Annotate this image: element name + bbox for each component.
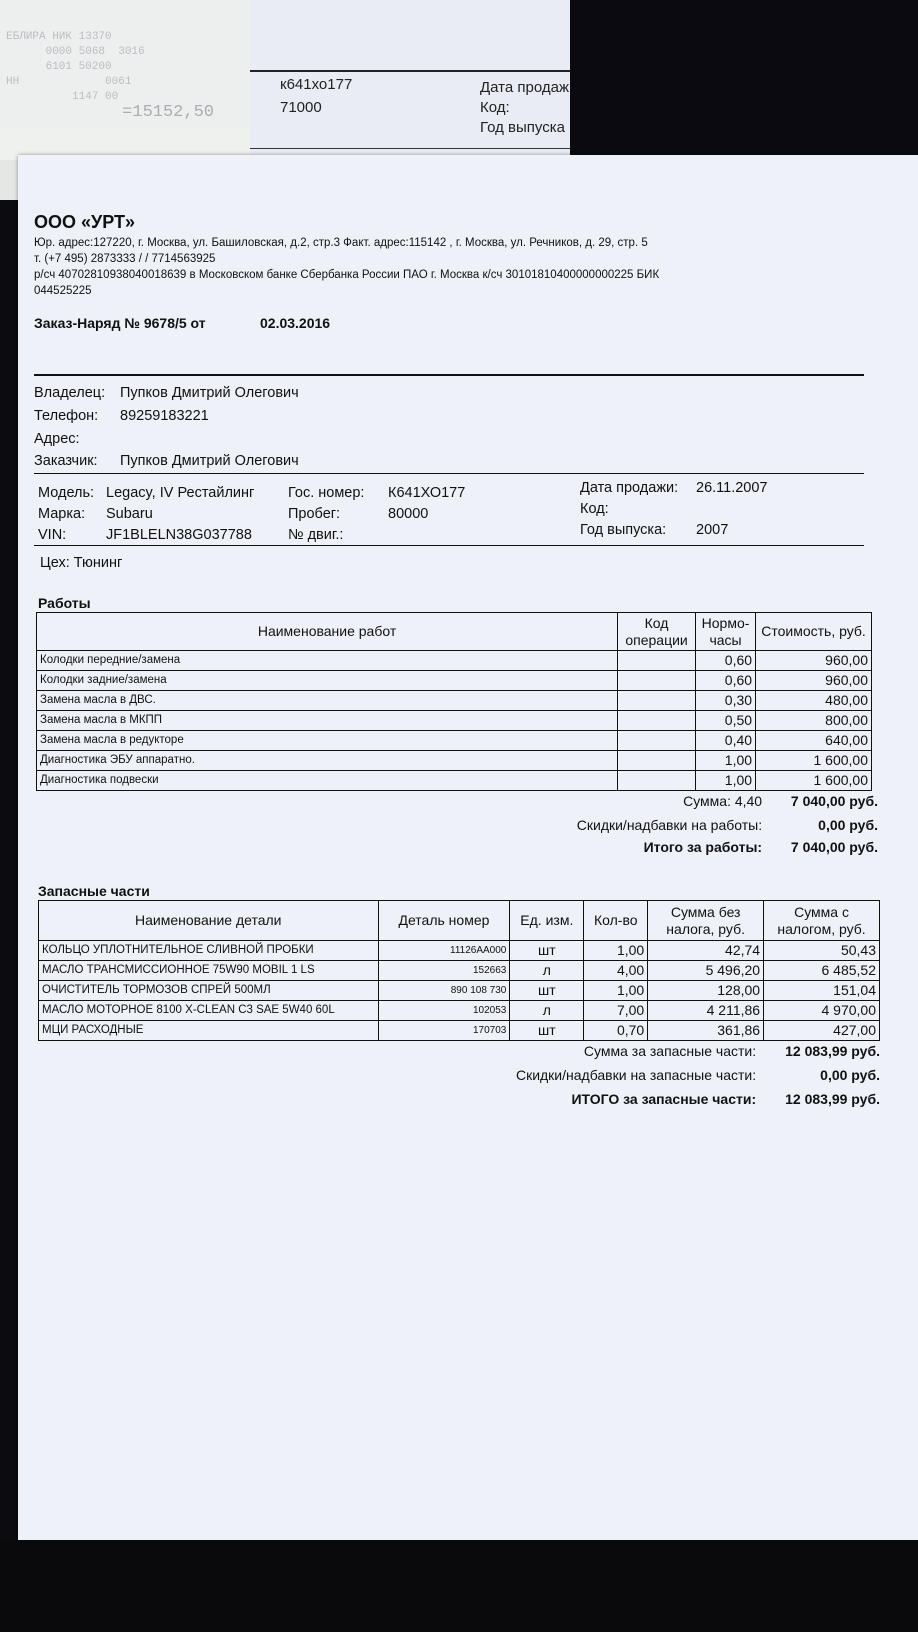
owner-value: Пупков Дмитрий Олегович bbox=[120, 385, 299, 401]
works-name-cell: Колодки задние/замена bbox=[37, 671, 618, 691]
parts-number-cell: 11126AA000 bbox=[378, 941, 510, 961]
background-sheet-rule bbox=[250, 70, 570, 72]
divider bbox=[34, 473, 864, 474]
table-row bbox=[37, 751, 872, 771]
table-row bbox=[37, 651, 872, 671]
parts-unit-cell: л bbox=[510, 1001, 584, 1021]
works-cost-cell: 960,00 bbox=[756, 671, 872, 691]
engine-label: № двиг.: bbox=[288, 527, 344, 543]
parts-discount-label: Скидки/надбавки на запасные части: bbox=[515, 1067, 757, 1083]
parts-total-label: ИТОГО за запасные части: bbox=[571, 1091, 757, 1107]
vin-value: JF1BLELN38G037788 bbox=[106, 527, 252, 543]
mileage-label: Пробег: bbox=[288, 506, 341, 522]
order-date: 02.03.2016 bbox=[260, 315, 331, 331]
table-row bbox=[39, 941, 880, 961]
dark-background bbox=[0, 1540, 918, 1632]
works-total bbox=[418, 839, 878, 855]
order-document bbox=[18, 155, 918, 1540]
table-row bbox=[37, 691, 872, 711]
works-sum-value: 7 040,00 руб. bbox=[790, 793, 878, 809]
background-sheet-rule bbox=[250, 148, 570, 149]
receipt-fragment: ЕБЛИРА НИК 13370 0000 5068 3016 6101 50200 НН 0061 1147 00 =15152,50 bbox=[0, 0, 250, 200]
works-discount-label: Скидки/надбавки на работы: bbox=[576, 817, 763, 833]
works-code-cell bbox=[618, 751, 696, 771]
year-label: Год выпуска: bbox=[580, 522, 667, 538]
works-cost-cell: 1 600,00 bbox=[756, 771, 872, 791]
parts-sum-label: Сумма за запасные части: bbox=[583, 1043, 757, 1059]
divider bbox=[34, 545, 864, 546]
works-hours-cell: 0,40 bbox=[696, 731, 756, 751]
parts-unit-cell: шт bbox=[510, 1021, 584, 1041]
works-header-cost: Стоимость, руб. bbox=[756, 613, 872, 651]
workshop: Цех: Тюнинг bbox=[40, 555, 123, 571]
parts-header-unit: Ед. изм. bbox=[510, 901, 584, 941]
plate-label: Гос. номер: bbox=[288, 485, 365, 501]
parts-gross-cell: 151,04 bbox=[764, 981, 880, 1001]
parts-qty-cell: 1,00 bbox=[584, 981, 648, 1001]
parts-name-cell: МАСЛО МОТОРНОЕ 8100 X-CLEAN C3 SAE 5W40 60L bbox=[39, 1001, 379, 1021]
parts-header-net: Сумма без налога, руб. bbox=[648, 901, 764, 941]
parts-gross-cell: 6 485,52 bbox=[764, 961, 880, 981]
divider bbox=[34, 374, 864, 376]
works-total-value: 7 040,00 руб. bbox=[790, 839, 878, 855]
parts-net-cell: 361,86 bbox=[648, 1021, 764, 1041]
works-code-cell bbox=[618, 671, 696, 691]
model-label: Модель: bbox=[38, 485, 95, 501]
works-cost-cell: 960,00 bbox=[756, 651, 872, 671]
parts-name-cell: ОЧИСТИТЕЛЬ ТОРМОЗОВ СПРЕЙ 500МЛ bbox=[39, 981, 379, 1001]
parts-gross-cell: 50,43 bbox=[764, 941, 880, 961]
address-line: Юр. адрес:127220, г. Москва, ул. Башиловская, д.2, стр.3 Факт. адрес:115142 , г. Москва, ул. Речников, д. 29, стр. 5 bbox=[34, 237, 648, 249]
works-code-cell bbox=[618, 691, 696, 711]
vin-label: VIN: bbox=[38, 527, 67, 543]
parts-gross-cell: 427,00 bbox=[764, 1021, 880, 1041]
sale-date-label: Дата продажи: bbox=[580, 480, 679, 496]
works-cost-cell: 800,00 bbox=[756, 711, 872, 731]
table-row bbox=[39, 1001, 880, 1021]
works-discount-value: 0,00 руб. bbox=[818, 817, 878, 833]
sale-date-value: 26.11.2007 bbox=[696, 480, 768, 496]
plate-value: К641ХО177 bbox=[388, 485, 466, 501]
parts-qty-cell: 7,00 bbox=[584, 1001, 648, 1021]
table-row bbox=[37, 771, 872, 791]
order-title: Заказ-Наряд № 9678/5 от bbox=[34, 315, 206, 331]
parts-sum-value: 12 083,99 руб. bbox=[785, 1043, 880, 1059]
parts-name-cell: КОЛЬЦО УПЛОТНИТЕЛЬНОЕ СЛИВНОЙ ПРОБКИ bbox=[39, 941, 379, 961]
owner-label: Владелец: bbox=[34, 385, 106, 401]
bg-sale-date-label: Дата продаж bbox=[480, 79, 569, 96]
brand-value: Subaru bbox=[106, 506, 153, 522]
customer-label: Заказчик: bbox=[34, 453, 98, 469]
parts-header-qty: Кол-во bbox=[584, 901, 648, 941]
year-value: 2007 bbox=[696, 522, 729, 538]
address-label: Адрес: bbox=[34, 431, 80, 447]
works-total-label: Итого за работы: bbox=[643, 839, 763, 855]
parts-number-cell: 170703 bbox=[378, 1021, 510, 1041]
table-row bbox=[39, 981, 880, 1001]
bik-line: 044525225 bbox=[34, 285, 92, 297]
parts-total bbox=[418, 1091, 880, 1107]
parts-qty-cell: 4,00 bbox=[584, 961, 648, 981]
works-table bbox=[36, 612, 872, 791]
parts-gross-cell: 4 970,00 bbox=[764, 1001, 880, 1021]
parts-net-cell: 5 496,20 bbox=[648, 961, 764, 981]
bg-code-label: Код: bbox=[480, 99, 510, 116]
table-row bbox=[39, 961, 880, 981]
table-row bbox=[37, 731, 872, 751]
works-code-cell bbox=[618, 771, 696, 791]
works-name-cell: Замена масла в редукторе bbox=[37, 731, 618, 751]
parts-sum bbox=[418, 1043, 880, 1059]
parts-net-cell: 42,74 bbox=[648, 941, 764, 961]
company-address bbox=[34, 235, 774, 299]
works-sum bbox=[578, 793, 878, 809]
works-cost-cell: 640,00 bbox=[756, 731, 872, 751]
works-hours-cell: 0,60 bbox=[696, 651, 756, 671]
table-row bbox=[37, 671, 872, 691]
parts-table bbox=[38, 900, 880, 1041]
parts-qty-cell: 1,00 bbox=[584, 941, 648, 961]
works-sum-label: Сумма: 4,40 bbox=[683, 793, 763, 809]
table-row bbox=[39, 1021, 880, 1041]
works-name-cell: Колодки передние/замена bbox=[37, 651, 618, 671]
works-title: Работы bbox=[38, 595, 91, 611]
works-name-cell: Диагностика подвески bbox=[37, 771, 618, 791]
works-discount bbox=[418, 817, 878, 833]
parts-number-cell: 890 108 730 bbox=[378, 981, 510, 1001]
parts-discount-value: 0,00 руб. bbox=[820, 1067, 880, 1083]
parts-title: Запасные части bbox=[38, 883, 150, 899]
bg-plate: к641хо177 bbox=[280, 76, 353, 93]
mileage-value: 80000 bbox=[388, 506, 429, 522]
brand-label: Марка: bbox=[38, 506, 86, 522]
parts-unit-cell: шт bbox=[510, 981, 584, 1001]
works-header-code: Код операции bbox=[618, 613, 696, 651]
works-header-hours: Нормо-часы bbox=[696, 613, 756, 651]
parts-name-cell: МЦИ РАСХОДНЫЕ bbox=[39, 1021, 379, 1041]
parts-unit-cell: л bbox=[510, 961, 584, 981]
parts-header-name: Наименование детали bbox=[39, 901, 379, 941]
parts-number-cell: 102053 bbox=[378, 1001, 510, 1021]
phone-label: Телефон: bbox=[34, 408, 99, 424]
parts-net-cell: 4 211,86 bbox=[648, 1001, 764, 1021]
works-hours-cell: 0,30 bbox=[696, 691, 756, 711]
parts-unit-cell: шт bbox=[510, 941, 584, 961]
parts-name-cell: МАСЛО ТРАНСМИССИОННОЕ 75W90 MOBIL 1 LS bbox=[39, 961, 379, 981]
works-cost-cell: 480,00 bbox=[756, 691, 872, 711]
works-hours-cell: 0,50 bbox=[696, 711, 756, 731]
model-value: Legacy, IV Рестайлинг bbox=[106, 485, 255, 501]
parts-header-gross: Сумма с налогом, руб. bbox=[764, 901, 880, 941]
bg-year-label: Год выпуска bbox=[480, 119, 565, 136]
works-name-cell: Замена масла в МКПП bbox=[37, 711, 618, 731]
phone-line: т. (+7 495) 2873333 / / 7714563925 bbox=[34, 253, 216, 265]
works-name-cell: Замена масла в ДВС. bbox=[37, 691, 618, 711]
parts-header-number: Деталь номер bbox=[378, 901, 510, 941]
parts-discount bbox=[418, 1067, 880, 1083]
works-code-cell bbox=[618, 651, 696, 671]
code-label: Код: bbox=[580, 501, 609, 517]
customer-value: Пупков Дмитрий Олегович bbox=[120, 453, 299, 469]
bank-line: р/сч 40702810938040018639 в Московском банке Сбербанка России ПАО г. Москва к/сч 30101810400000000225 БИК bbox=[34, 269, 660, 281]
company-name: ООО «УРТ» bbox=[34, 212, 135, 232]
works-name-cell: Диагностика ЭБУ аппаратно. bbox=[37, 751, 618, 771]
bg-mileage: 71000 bbox=[280, 99, 322, 116]
works-code-cell bbox=[618, 731, 696, 751]
works-hours-cell: 0,60 bbox=[696, 671, 756, 691]
parts-number-cell: 152663 bbox=[378, 961, 510, 981]
dark-background bbox=[570, 0, 918, 155]
works-cost-cell: 1 600,00 bbox=[756, 751, 872, 771]
phone-value: 89259183221 bbox=[120, 408, 209, 424]
works-hours-cell: 1,00 bbox=[696, 771, 756, 791]
works-code-cell bbox=[618, 711, 696, 731]
works-hours-cell: 1,00 bbox=[696, 751, 756, 771]
parts-net-cell: 128,00 bbox=[648, 981, 764, 1001]
table-row bbox=[37, 711, 872, 731]
parts-qty-cell: 0,70 bbox=[584, 1021, 648, 1041]
works-header-name: Наименование работ bbox=[37, 613, 618, 651]
parts-total-value: 12 083,99 руб. bbox=[785, 1091, 880, 1107]
